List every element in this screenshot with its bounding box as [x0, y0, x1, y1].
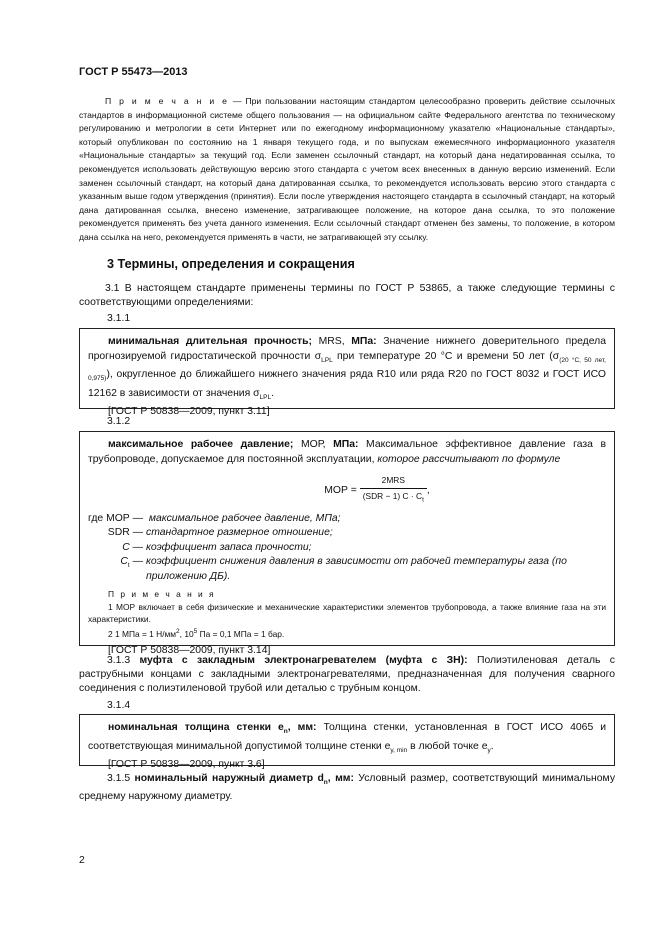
section-title: 3 Термины, определения и сокращения [107, 257, 355, 271]
reference-note [79, 95, 615, 245]
symbol-definitions [88, 512, 606, 585]
mop-formula: МОР = $\frac{\text{2MRS}}{(SDR - 1) C \cdot C_t}$ , [324, 475, 430, 504]
paragraph-3-1-5: 3.1.5 номинальный наружный диаметр $d_n$, мм: Условный размер, соответствующий минимальному среднему наружному диаметру. [79, 773, 616, 803]
definition-box-mrs: минимальная длительная прочность; MRS, МПа: Значение нижнего доверительного предела прогнозируемой гидростатической прочности $\sigma_{LPL}$ при температуре 20 °С и времени 50 лет $(\sigma_{(20 ^\circ С, 50 лет, 0,975)})$, округленное до ближайшего нижнего значения ряда R10 или ряда R20 по ГОСТ 8032 и ГОСТ ИСО 12162 в зависимости от значения $\sigma_{LPL}$. [ГОСТ Р 50838—2009, пункт 3.11] [79, 328, 615, 409]
paragraph-3-1: 3.1 В настоящем стандарте применены термины по ГОСТ Р 53865, а также следующие термины с соответствующими определениями: [79, 283, 615, 308]
term-wall-thickness: номинальная толщина стенки $e_n$, мм: [108, 722, 317, 736]
symbol-def-row: $C_t$ — коэффициент снижения давления в зависимости от рабочей температуры газа (по приложению ДБ). [120, 556, 567, 582]
paragraph-3-1-3: 3.1.3 муфта с закладным электронагревателем (муфта с ЗН): Полиэтиленовая деталь с раструбными концами с закладными электронагревателями, предназначенная для получения сварного соединения с полиэтиленовой трубой или деталью с трубным концом. [79, 655, 615, 694]
symbol-def-row: SDR — стандартное размерное отношение; [107, 527, 333, 539]
note-label: П р и м е ч а н и е [105, 96, 229, 106]
page-number: 2 [79, 855, 85, 866]
source-reference: [ГОСТ Р 50838—2009, пункт 3.11] [108, 406, 270, 418]
term-mop: максимальное рабочее давление; [108, 439, 294, 450]
clause-number-3-1-4: 3.1.4 [107, 700, 131, 711]
note-text: — При пользовании настоящим стандартом целесообразно проверить действие ссылочных стандартов в информационной системе общего пользования — на официальном сайте Федерального агентства по техническому регулированию и метрологии в сети Интернет или по ежегодному информационному указателю «Национальные стандарты», который опубликован по состоянию на 1 января текущего года, и по выпускам ежемесячного информационного указателя «Национальные стандарты» за текущий год. Если заменен ссылочный стандарт, на который дана недатированная ссылка, то рекомендуется использовать действующую версию этого стандарта с учетом всех внесенных в данную версию изменений. Если заменен ссылочный стандарт, на который дана датированная ссылка, то рекомендуется использовать версию этого стандарта с указанным выше годом утверждения (принятия). Если после утверждения настоящего стандарта в ссылочный стандарт, на который дана датированная ссылка, внесено изменение, затрагивающее положение, на которое дана ссылка, то это положение рекомендуется применять без учета данного изменения. Если ссылочный стандарт отменен без замены, то положение, в котором дана ссылка на него, рекомендуется применять в части, не затрагивающей эту ссылку. [79, 96, 616, 242]
definition-box-mop: максимальное рабочее давление; МОР, МПа: Максимальное эффективное давление газа в трубопроводе, допускаемое для постоянной эксплуатации, которое рассчитывают по формуле МОР = $\frac{\text{2MRS}}{(SDR - 1) C \cdot C_t}$ , где МОР — максимальное рабочее давление, МПа; SDR — стандартное размерное отношение; C — коэффициент запаса прочности; $C_t$ — коэффициент снижения давления в зависимости от рабочей температуры газа (по приложению ДБ). П р и м е ч а н и я 1 МОР включает в себя физические и механические характеристики элементов трубопровода, а также влияние газа на эти характеристики. 2 1 МПа = 1 $Н/мм^2$, $10^5$ Па = 0,1 МПа = 1 бар. [ГОСТ Р 50838—2009, пункт 3.14] [79, 431, 615, 646]
source-reference: [ГОСТ Р 50838—2009, пункт 3.6] [108, 759, 265, 771]
mop-notes: П р и м е ч а н и я 1 МОР включает в себя физические и механические характеристики элементов трубопровода, а также влияние газа на эти характеристики. 2 1 МПа = 1 $Н/мм^2$, $10^5$ Па = 0,1 МПа = 1 бар. [88, 589, 606, 639]
clause-number-3-1-2: 3.1.2 [107, 416, 131, 427]
term-mrs: минимальная длительная прочность; [108, 336, 312, 347]
term-coupling: муфта с закладным электронагревателем (муфта с ЗН): [139, 655, 468, 666]
term-outer-diameter: номинальный наружный диаметр $d_n$, мм: [134, 773, 354, 787]
document-header: ГОСТ Р 55473—2013 [79, 66, 188, 78]
symbol-def-row: C — коэффициент запаса прочности; [122, 541, 312, 553]
source-reference: [ГОСТ Р 50838—2009, пункт 3.14] [108, 644, 271, 656]
definition-box-wall-thickness: номинальная толщина стенки $e_n$, мм: Толщина стенки, установленная в ГОСТ ИСО 4065 и соответствующая минимальной допустимой толщине стенки $e_{y, min}$ в любой точке $e_y$. [ГОСТ Р 50838—2009, пункт 3.6] [79, 714, 615, 766]
symbol-def-row: где МОР — максимальное рабочее давление, МПа; [88, 512, 341, 524]
clause-number-3-1-1: 3.1.1 [107, 313, 131, 324]
